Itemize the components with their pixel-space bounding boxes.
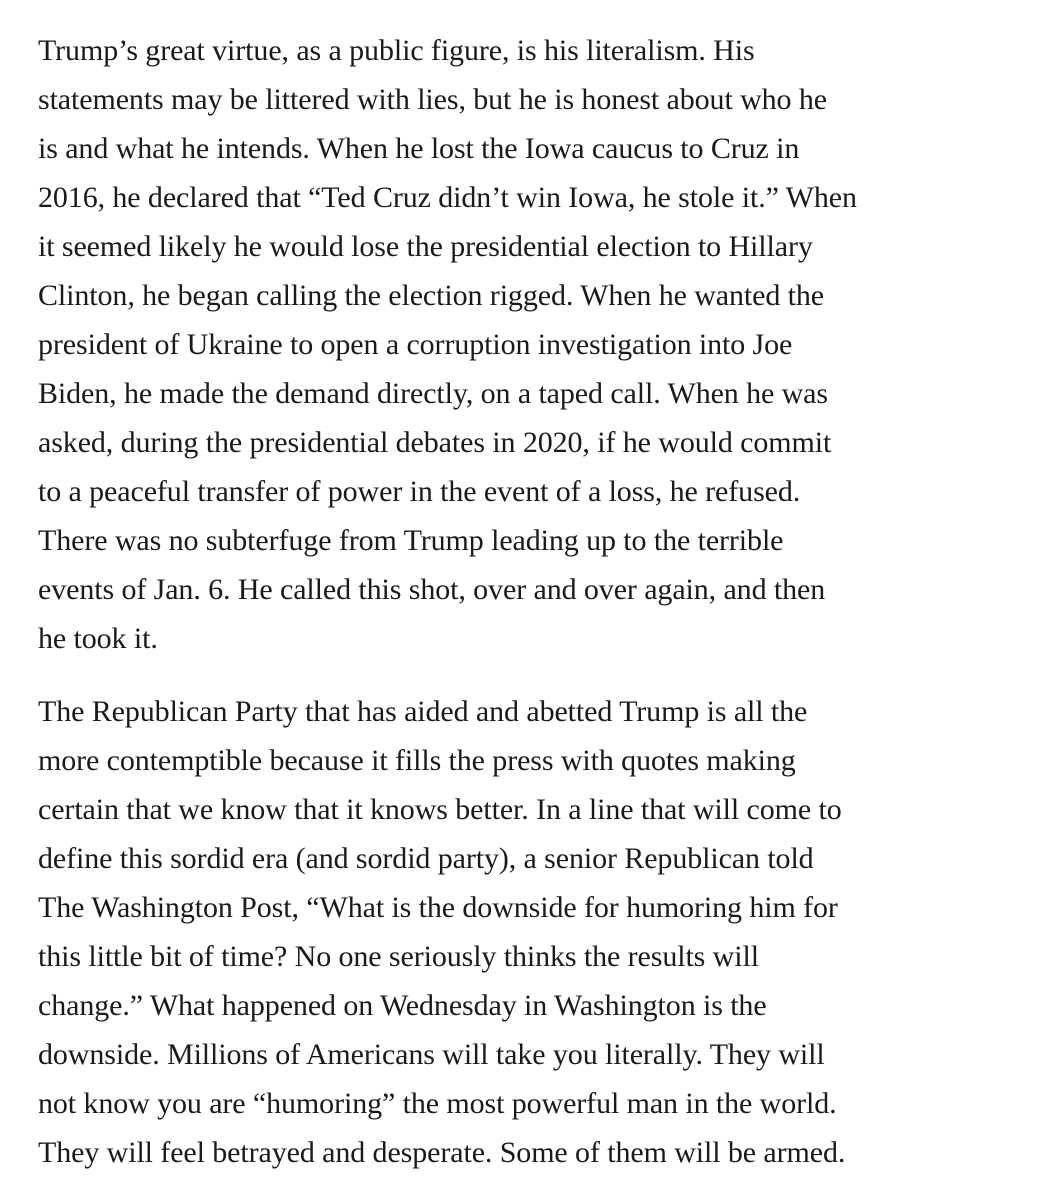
text-line: more contemptible because it fills the press with quotes making [38,744,796,777]
text-line: The Washington Post, “What is the downside for humoring him for [38,891,838,924]
text-line: Trump’s great virtue, as a public figure, is his literalism. His [38,34,755,67]
text-line: to a peaceful transfer of power in the event of a loss, he refused. [38,475,801,508]
text-line: 2016, he declared that “Ted Cruz didn’t win Iowa, he stole it.” When [38,181,857,214]
text-line: certain that we know that it knows better. In a line that will come to [38,793,842,826]
text-line: asked, during the presidential debates in 2020, if he would commit [38,426,832,459]
paragraph [38,26,1034,663]
text-line: downside. Millions of Americans will take you literally. They will [38,1038,825,1071]
text-line: define this sordid era (and sordid party), a senior Republican told [38,842,814,875]
text-line: statements may be littered with lies, but he is honest about who he [38,83,827,116]
text-line: They will feel betrayed and desperate. Some of them will be armed. [38,1136,846,1169]
text-line: events of Jan. 6. He called this shot, over and over again, and then [38,573,826,606]
text-line: not know you are “humoring” the most powerful man in the world. [38,1087,837,1120]
paragraph [38,687,1034,1177]
text-line: There was no subterfuge from Trump leading up to the terrible [38,524,784,557]
text-line: he took it. [38,622,158,655]
text-line: it seemed likely he would lose the presidential election to Hillary [38,230,813,263]
text-line: this little bit of time? No one seriously thinks the results will [38,940,759,973]
text-line: president of Ukraine to open a corruption investigation into Joe [38,328,793,361]
text-line: is and what he intends. When he lost the Iowa caucus to Cruz in [38,132,800,165]
text-line: change.” What happened on Wednesday in Washington is the [38,989,767,1022]
text-line: The Republican Party that has aided and abetted Trump is all the [38,695,808,728]
text-line: Clinton, he began calling the election rigged. When he wanted the [38,279,825,312]
text-line: Biden, he made the demand directly, on a taped call. When he was [38,377,828,410]
